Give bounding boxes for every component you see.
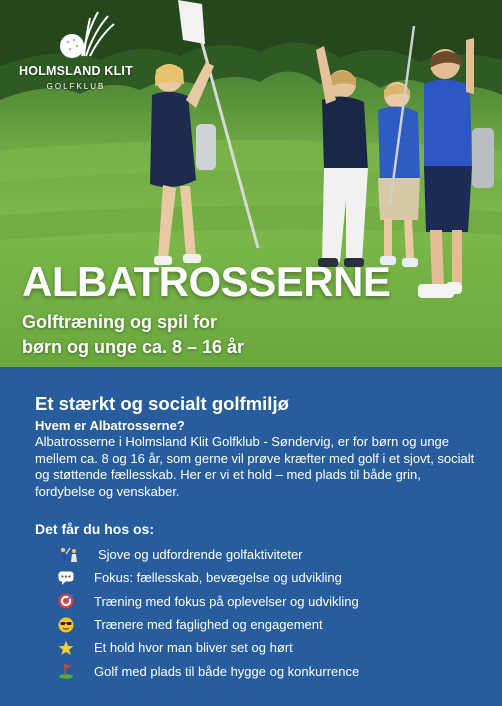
benefit-text: Sjove og udfordrende golfaktiviteter — [98, 547, 303, 563]
hero-subtitle-line: børn og unge ca. 8 – 16 år — [22, 337, 245, 357]
hero-subtitle-line: Golftræning og spil for — [22, 312, 217, 332]
page-title: ALBATROSSERNE — [22, 258, 391, 305]
info-panel — [0, 367, 502, 706]
list-item — [58, 566, 359, 589]
golf-flag-icon — [58, 663, 84, 679]
benefit-text: Golf med plads til både hygge og konkurrence — [94, 663, 360, 679]
benefits-heading: Det får du hos os: — [35, 521, 155, 537]
benefits-list — [58, 543, 359, 683]
benefit-text: Trænere med faglighed og engagement — [94, 617, 323, 633]
speech-bubble-icon — [58, 571, 84, 585]
list-item — [58, 590, 359, 613]
list-item — [58, 613, 359, 636]
list-item — [58, 636, 359, 659]
hero-subtitle — [22, 310, 244, 360]
sunglasses-face-icon — [58, 617, 84, 633]
club-subtitle: GOLFKLUB — [46, 82, 106, 91]
golf-ball-logo-icon — [14, 10, 138, 64]
list-item — [58, 543, 359, 566]
question-heading: Hvem er Albatrosserne? — [35, 418, 185, 433]
list-item — [58, 659, 359, 682]
star-icon — [58, 640, 84, 656]
section-heading: Et stærkt og socialt golfmiljø — [35, 393, 289, 414]
target-icon — [58, 593, 84, 609]
benefit-text: Et hold hvor man bliver set og hørt — [94, 640, 293, 656]
club-name: HOLMSLAND KLIT — [19, 64, 133, 78]
golfer-icon — [58, 547, 84, 563]
intro-paragraph: Albatrosserne i Holmsland Klit Golfklub - Søndervig, er for børn og unge mellem ca. 8 og 16 år, som gerne vil prøve kræfter med golf i et sjovt, socialt og støttende fællesskab. Her er vi et hold – med plads til både grin, fordybelse og venskaber. — [35, 434, 475, 499]
benefit-text: Fokus: fællesskab, bevægelse og udvikling — [94, 570, 342, 586]
benefit-text: Træning med fokus på oplevelser og udvikling — [94, 593, 359, 609]
